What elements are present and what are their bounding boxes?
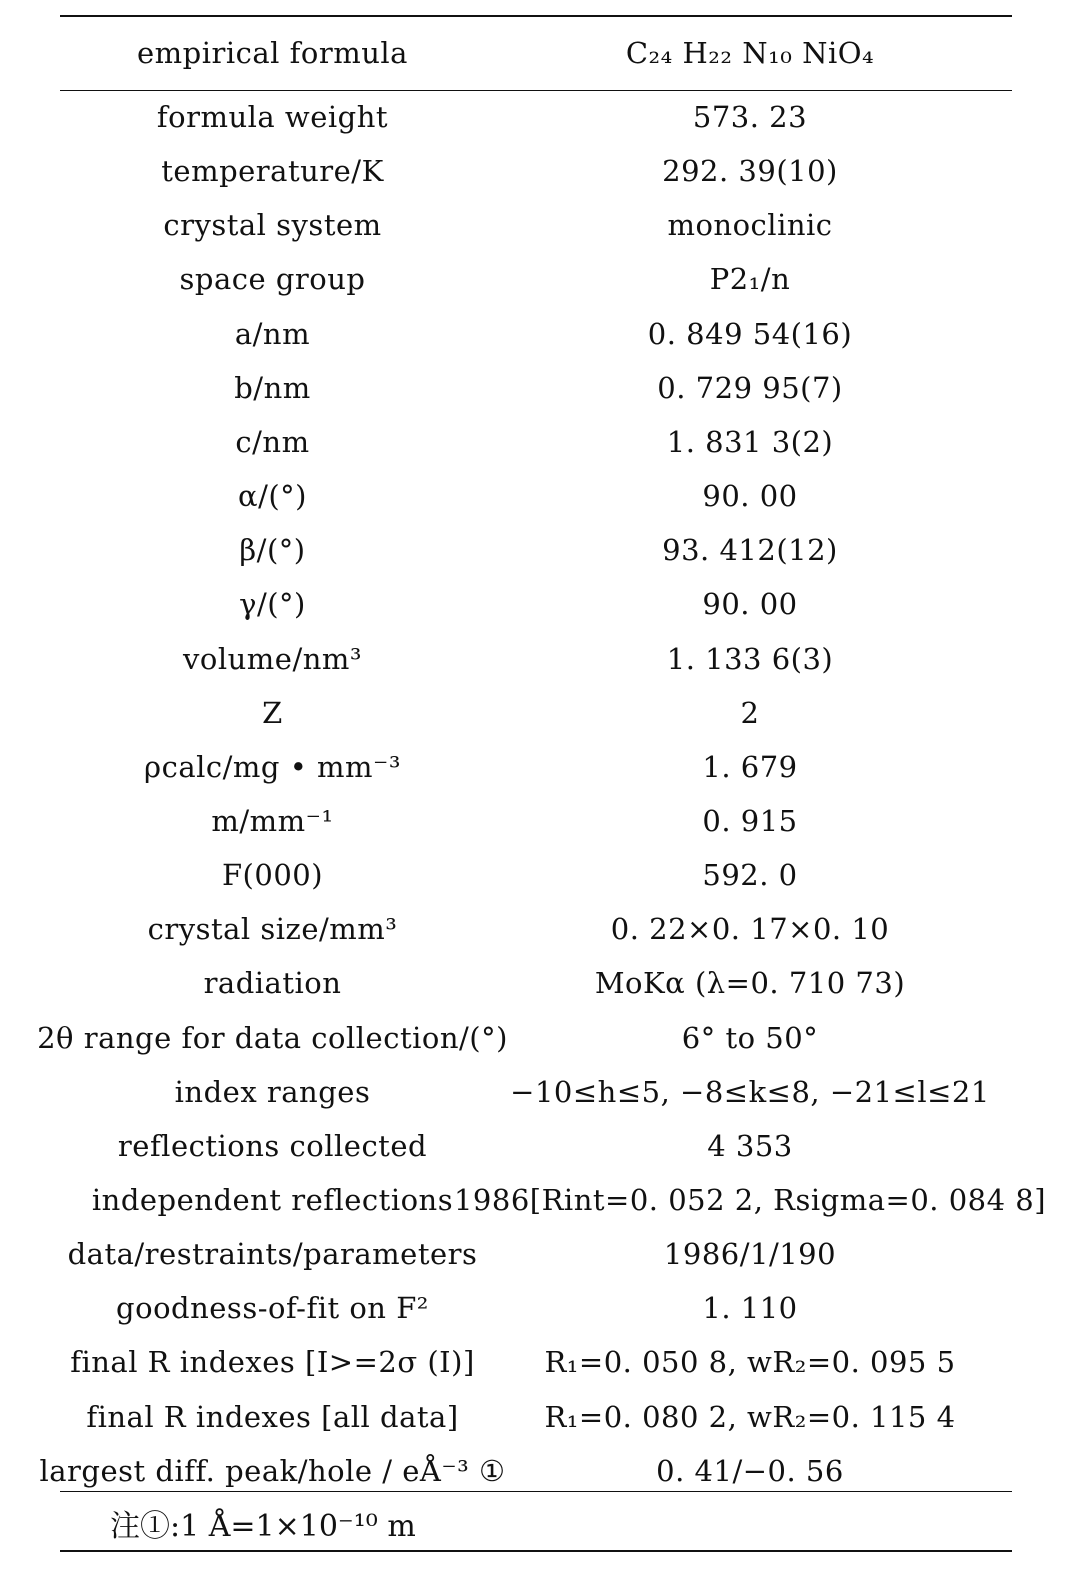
- row-value: 592. 0: [702, 858, 798, 893]
- table-row: [0, 740, 1071, 794]
- row-label: a/nm: [234, 316, 311, 351]
- footnote: 注①:1 Å=1×10⁻¹⁰ m: [110, 1509, 416, 1544]
- bottom-rule: [60, 1550, 1012, 1552]
- row-label: α/(°): [238, 479, 307, 514]
- row-label: temperature/K: [161, 154, 384, 189]
- row-label: F(000): [221, 858, 324, 893]
- row-value: 0. 729 95(7): [657, 370, 843, 405]
- row-label: 2θ range for data collection/(°): [37, 1020, 508, 1055]
- table-row: [0, 1065, 1071, 1119]
- row-value: monoclinic: [667, 208, 833, 243]
- row-value: 4 353: [707, 1128, 793, 1163]
- table-row: [0, 1335, 1071, 1389]
- row-label: final R indexes [all data]: [86, 1399, 459, 1434]
- table-row: [0, 1444, 1071, 1498]
- table-row: [0, 794, 1071, 848]
- row-label: reflections collected: [117, 1128, 428, 1163]
- row-label: formula weight: [156, 100, 389, 134]
- table-row: [0, 577, 1071, 631]
- row-label: b/nm: [234, 370, 311, 405]
- row-value: 1. 831 3(2): [666, 424, 834, 459]
- row-label: β/(°): [239, 533, 306, 568]
- row-label: volume/nm³: [182, 641, 363, 676]
- row-value: 1. 133 6(3): [666, 641, 834, 676]
- table-row: [0, 307, 1071, 361]
- row-label: goodness-of-fit on F²: [116, 1291, 429, 1326]
- table-row: [0, 361, 1071, 415]
- row-label: Z: [262, 695, 283, 730]
- table-row: [0, 1173, 1071, 1227]
- row-value: 2: [740, 695, 760, 730]
- row-value: −10≤h≤5, −8≤k≤8, −21≤l≤21: [510, 1074, 990, 1109]
- row-value: R₁=0. 050 8, wR₂=0. 095 5: [544, 1345, 956, 1380]
- table-row: [0, 956, 1071, 1010]
- table-row: [0, 523, 1071, 577]
- row-label: crystal size/mm³: [147, 912, 398, 947]
- row-value: 0. 849 54(16): [647, 316, 853, 351]
- row-value: 90. 00: [702, 587, 798, 622]
- row-value: 0. 41/−0. 56: [656, 1453, 844, 1488]
- row-value: 573. 23: [692, 100, 808, 134]
- row-value: 1986[Rint=0. 052 2, Rsigma=0. 084 8]: [453, 1183, 1047, 1217]
- top-rule: [60, 15, 1012, 17]
- table-row: [0, 632, 1071, 686]
- row-label: crystal system: [163, 208, 382, 243]
- table-row: [0, 415, 1071, 469]
- row-value: MoKα (λ=0. 710 73): [594, 966, 906, 1001]
- row-value: 0. 915: [702, 803, 798, 838]
- row-label: final R indexes [I>=2σ (I)]: [70, 1345, 475, 1380]
- row-value: R₁=0. 080 2, wR₂=0. 115 4: [544, 1399, 956, 1434]
- table-row: [0, 1390, 1071, 1444]
- row-label: radiation: [203, 966, 342, 1001]
- table-row: [0, 469, 1071, 523]
- row-label: ρcalc/mg • mm⁻³: [144, 749, 401, 784]
- header-label: empirical formula: [137, 36, 408, 70]
- row-value: 0. 22×0. 17×0. 10: [610, 912, 890, 947]
- table-row: [0, 252, 1071, 306]
- row-label: index ranges: [174, 1074, 371, 1109]
- table-row: [0, 1011, 1071, 1065]
- row-value: 292. 39(10): [662, 154, 838, 189]
- table-row: [0, 144, 1071, 198]
- row-label: space group: [179, 262, 366, 297]
- row-label: m/mm⁻¹: [211, 803, 334, 838]
- table-row: [0, 1281, 1071, 1335]
- row-label: c/nm: [235, 424, 310, 459]
- row-value: 1. 679: [702, 749, 798, 784]
- row-label: γ/(°): [239, 587, 306, 622]
- row-value: P2₁/n: [709, 262, 791, 297]
- table-row: [0, 1119, 1071, 1173]
- row-label: data/restraints/parameters: [67, 1237, 478, 1272]
- table-row: [0, 686, 1071, 740]
- row-label: largest diff. peak/hole / eÅ⁻³ ①: [39, 1453, 506, 1488]
- row-value: 93. 412(12): [662, 533, 838, 568]
- table-row: [0, 902, 1071, 956]
- header-value: C₂₄ H₂₂ N₁₀ NiO₄: [625, 36, 875, 70]
- header-row: [0, 26, 1071, 80]
- table-row: [0, 848, 1071, 902]
- row-value: 90. 00: [702, 479, 798, 514]
- row-value: 1. 110: [702, 1291, 798, 1326]
- note-rule: [60, 1491, 1012, 1492]
- table-row: [0, 1227, 1071, 1281]
- table-row: [0, 90, 1071, 144]
- table-row: [0, 198, 1071, 252]
- row-label: independent reflections: [91, 1183, 454, 1217]
- row-value: 1986/1/190: [663, 1237, 837, 1272]
- row-value: 6° to 50°: [681, 1020, 819, 1055]
